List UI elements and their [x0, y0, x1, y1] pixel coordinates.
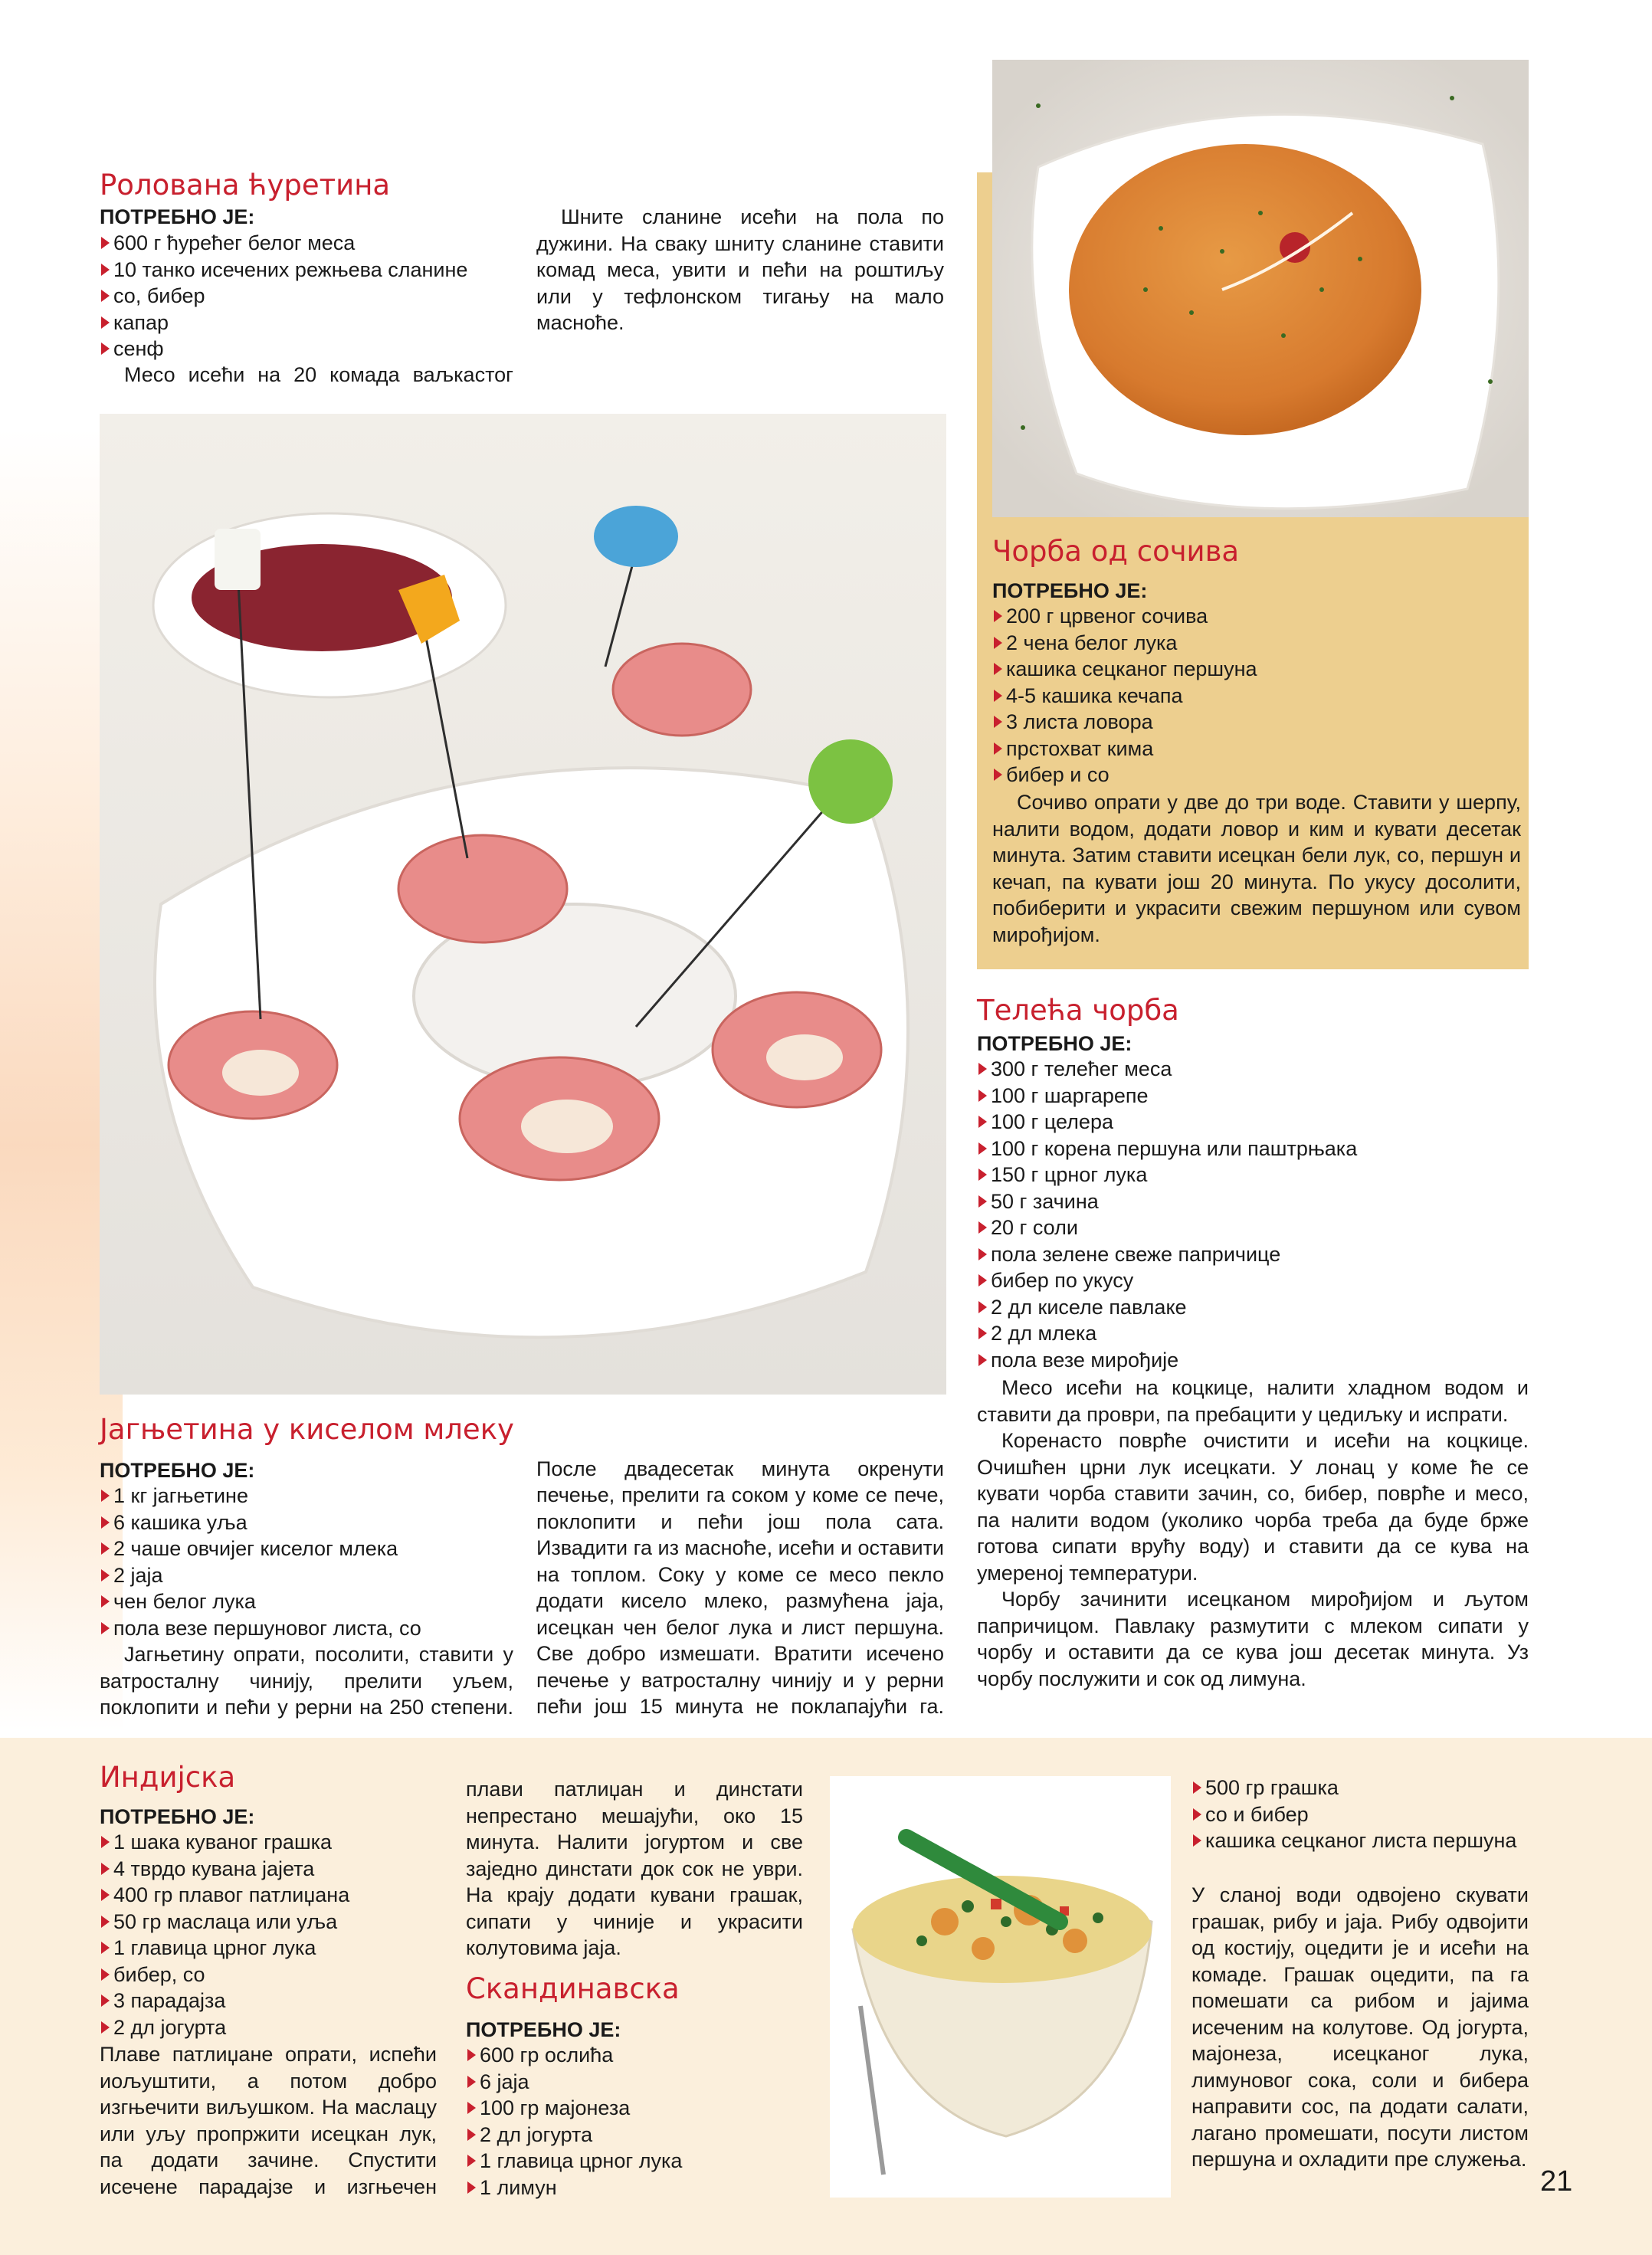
recipe-title-rolovana: Ролована ћуретина [100, 169, 391, 202]
list-item: 1 кг јагњетине [100, 1483, 513, 1509]
list-item: 6 кашика уља [100, 1509, 513, 1536]
list-item: 2 јаја [100, 1562, 513, 1589]
paragraph: У сланој води одвојено скувати грашак, рибу и јаја. Рибу одвојити од костију, оцедити је и исећи на комаде. Грашак оцедити, па га помешати са рибом и јајима исеченим на колутове. Од јогурта, мајонеза, исецканог лука, лимуновог сока, соли и бибера направити сос, па додати салати, лагано промешати, посути листом першуна и охладити пре служења. [1191, 1883, 1529, 2171]
list-item: кашика сецканог листа першуна [1191, 1827, 1529, 1854]
ingredient-list-indijska [100, 1829, 444, 2040]
list-item: бибер, со [100, 1962, 444, 1988]
ingredient-list-corba-sociva [992, 603, 1521, 788]
recipe-title-indijska: Индијска [100, 1761, 236, 1794]
paragraph: Месо исећи на коцкице, налити хладном водом и ставити да проври, па пребацити у цедиљку и испрати. [977, 1376, 1529, 1426]
paragraph: Месо исећи на 20 комада ваљкастог [124, 363, 513, 386]
paragraph: Чорбу зачинити исецканом мирођијом и љутом папричицом. Павлаку размутити с млеком сипати у чорбу и оставити да се кува још десетак минута. Уз чорбу послужити и сок од лимуна. [977, 1588, 1529, 1690]
list-item: 3 парадајза [100, 1988, 444, 2014]
list-item: 50 гр маслаца или уља [100, 1909, 444, 1935]
indijska-text [100, 2041, 437, 2200]
list-item: 600 гр ослића [466, 2042, 811, 2069]
list-item: 50 г зачина [977, 1188, 1529, 1215]
list-item: 100 г шаргарепе [977, 1083, 1529, 1109]
corba-sociva-text [992, 789, 1521, 948]
list-item: 20 г соли [977, 1214, 1529, 1241]
needed-label: ПОТРЕБНО ЈЕ: [100, 205, 255, 228]
list-item: 200 г црвеног сочива [992, 603, 1521, 630]
list-item: 100 гр мајонеза [466, 2095, 811, 2122]
list-item: 6 јаја [466, 2069, 811, 2096]
salad-photo [830, 1776, 1171, 2198]
list-item: со, бибер [100, 283, 513, 310]
recipe-title-teleca: Телећа чорба [977, 994, 1179, 1027]
list-item: 400 гр плавог патлиџана [100, 1882, 444, 1909]
list-item: 300 г телећег меса [977, 1056, 1529, 1083]
paragraph: Сочиво опрати у две до три воде. Ставити у шерпу, налити водом, додати ловор и ким и кувати десетак минута. Затим ставити исецкан бели лук, со, першун и кечап, па кувати још 20 минута. По укусу досолити, побиберити и украсити свежим першуном или сувом мирођијом. [992, 791, 1521, 946]
rolovana-text [100, 362, 513, 388]
jagnjetina-text-cont [536, 1456, 944, 1720]
needed-label: ПОТРЕБНО ЈЕ: [100, 1459, 255, 1482]
list-item: 1 лимун [466, 2175, 811, 2201]
ingredient-list-rolovana [100, 230, 513, 362]
list-item: 150 г црног лука [977, 1162, 1529, 1188]
recipe-title-jagnjetina: Јагњетина у киселом млеку [100, 1413, 514, 1446]
list-item: 2 дл јогурта [100, 2014, 444, 2041]
list-item: 2 дл млека [977, 1320, 1529, 1347]
skandinavska-text [1191, 1882, 1529, 2173]
paragraph: Шните сланине исећи на пола по дужини. На сваку шниту сланине ставити комад меса, увити и пећи на роштиљу или у тефлонском тигању на мало масноће. [536, 205, 944, 334]
paragraph: плави патлиџан и динстати непрестано мешајући, око 15 минута. Налити јогуртом и све заједно динстати док сок не уври. На крају додати кувани грашак, сипати у чиније и украсити колутовима јаја. [466, 1778, 803, 1959]
list-item: 10 танко исечених режњева сланине [100, 257, 513, 284]
list-item: 4-5 кашика кечапа [992, 683, 1521, 710]
soup-photo [992, 60, 1529, 517]
ingredient-list-skandinavska [466, 2042, 811, 2201]
recipe-title-corba-sociva: Чорба од сочива [992, 535, 1240, 568]
list-item: 2 дл киселе павлаке [977, 1294, 1529, 1321]
rolovana-text-cont [536, 204, 944, 336]
list-item: пола везе мирођије [977, 1347, 1529, 1374]
list-item: 2 дл јогурта [466, 2122, 811, 2148]
paragraph: После двадесетак минута окренути печење, прелити га соком у коме се пече, поклопити и пећи још пола сата. Извадити га из масноће, исећи и оставити на топлом. Соку у коме се месо пекло додати кисело млеко, размућена јаја, исецкан чен белог лука и лист першуна. Све добро измешати. Вратити исечено печење у ватросталну чинију и у рерни пећи још 15 минута не поклапајући га. [536, 1457, 944, 1718]
list-item: 1 главица црног лука [466, 2148, 811, 2175]
list-item: 600 г ћурећег белог меса [100, 230, 513, 257]
needed-label: ПОТРЕБНО ЈЕ: [977, 1032, 1132, 1055]
list-item: 1 шака куваног грашка [100, 1829, 444, 1856]
indijska-text-cont [466, 1776, 803, 1960]
soup-box-side [977, 172, 994, 517]
jagnjetina-text [100, 1641, 513, 1721]
needed-label: ПОТРЕБНО ЈЕ: [466, 2018, 621, 2041]
list-item: со и бибер [1191, 1801, 1529, 1828]
page-number: 21 [1540, 2165, 1573, 2198]
teleca-text [977, 1375, 1529, 1692]
list-item: 500 гр грашка [1191, 1775, 1529, 1801]
list-item: пола везе першуновог листа, со [100, 1615, 513, 1642]
ingredient-list-jagnjetina [100, 1483, 513, 1641]
ingredient-list-teleca [977, 1056, 1529, 1373]
list-item: 2 чена белог лука [992, 630, 1521, 657]
list-item: 100 г корена першуна или паштрњака [977, 1136, 1529, 1162]
list-item: 2 чаше овчијег киселог млека [100, 1536, 513, 1562]
list-item: прстохват кима [992, 736, 1521, 762]
list-item: 1 главица црног лука [100, 1935, 444, 1962]
list-item: капар [100, 310, 513, 336]
paragraph: Коренасто поврће очистити и исећи на коцкице. Очишћен црни лук исецкати. У лонац у коме ће се кувати чорба ставити зачин, со, бибер, поврће и месо, па налити водом (уколико чорба треба да буде брже готова сипати врућу воду) и ставити да се кува на умереној температури. [977, 1429, 1529, 1585]
list-item: пола зелене свеже папричице [977, 1241, 1529, 1268]
needed-label: ПОТРЕБНО ЈЕ: [100, 1805, 255, 1828]
paragraph: Плаве патлиџане опрати, испећи иољуштити, а потом добро изгњечити виљушком. На маслацу или уљу пропржити исецкан лук, па додати зачине. Спустити исечене парадајзе и изгњечен [100, 2043, 437, 2198]
list-item: кашика сецканог першуна [992, 656, 1521, 683]
needed-label: ПОТРЕБНО ЈЕ: [992, 579, 1148, 602]
recipe-title-skandinavska: Скандинавска [466, 1972, 680, 2005]
list-item: 3 листа ловора [992, 709, 1521, 736]
list-item: бибер по укусу [977, 1267, 1529, 1294]
rolls-photo [100, 414, 946, 1395]
list-item: бибер и со [992, 762, 1521, 788]
paragraph: Јагњетину опрати, посолити, ставити у ватросталну чинију, прелити уљем, поклопити и пећи у рерни на 250 степени. [100, 1643, 513, 1719]
list-item: 4 тврдо кувана јајета [100, 1856, 444, 1883]
list-item: чен белог лука [100, 1588, 513, 1615]
list-item: 100 г целера [977, 1109, 1529, 1136]
list-item: сенф [100, 336, 513, 362]
ingredient-list-skandinavska-cont [1191, 1775, 1529, 1854]
